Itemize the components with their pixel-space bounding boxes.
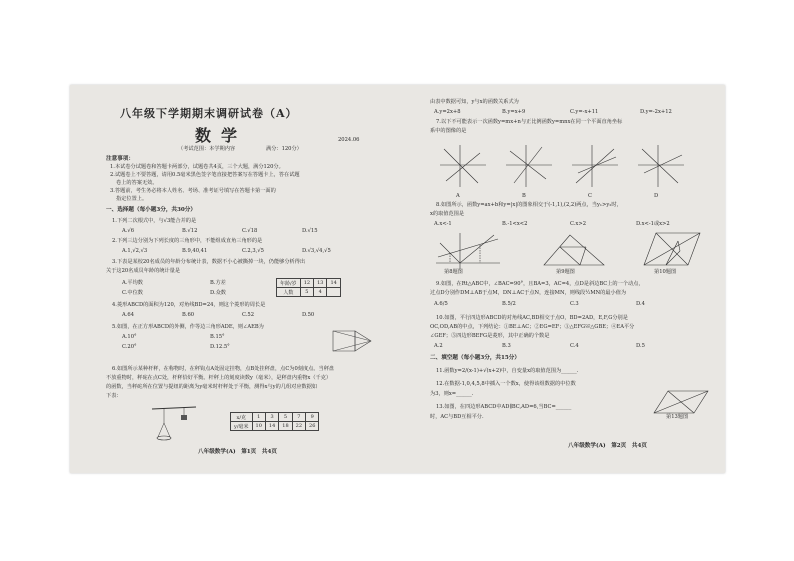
question-6-line-5: 由表中数据可知，y与x的函数关系式为 xyxy=(430,99,519,105)
section-2-heading: 二、填空题（每小题3分，共15分） xyxy=(430,355,520,361)
q4-option-b: B.60 xyxy=(182,312,195,318)
question-9-line-2: 过点D分别作DM⊥AB于点M，DN⊥AC于点N，连接MN，则线段½MN的最小值为 xyxy=(430,290,627,296)
question-12-line-2: 为3，则x=______. xyxy=(430,391,474,397)
fig-10-label: 第10题图 xyxy=(654,269,677,275)
q9-option-a: A.6/5 xyxy=(434,301,448,307)
q7-graph-options xyxy=(438,143,688,193)
exam-date: 2024.06 xyxy=(338,137,360,143)
q10-option-d: D.5 xyxy=(636,343,645,349)
exam-title: 八年级下学期期末调研试卷（A） xyxy=(120,107,298,120)
question-6-line-3: 的函数，当秤砣所在位置与提纽的距离为y毫米时杆秤处于平衡，测得x与y的几组对应数据如 xyxy=(106,384,318,390)
question-11: 11.函数y=2/(x-1)+√(x+2)中，自变量x的取值范围为______. xyxy=(436,368,579,374)
question-10-line-1: 10.如图，平行四边形ABCD的对角线AC,BD相交于点O，BD=2AD，E,F,G分别是 xyxy=(436,315,628,321)
note-line: 指定位置上。 xyxy=(116,196,148,202)
page-1-footer: 八年级数学(A) 第1页 共4页 xyxy=(198,449,277,455)
table-cell xyxy=(327,288,340,297)
q9-triangle-figure xyxy=(540,231,610,271)
q7-option-c: C xyxy=(588,193,592,199)
table-cell: 人数 xyxy=(277,288,301,297)
q6-option-b: B.y=x+9 xyxy=(502,109,526,115)
question-4: 4.菱形ABCD的面积为120，对角线BD=24，则这个菱形的周长是 xyxy=(112,302,266,308)
q10-option-a: A.2 xyxy=(434,343,443,349)
q8-option-c: C.x>2 xyxy=(570,221,587,227)
q7-option-a: A xyxy=(456,193,460,199)
question-12-line-1: 12.在数据-1,0,4,5,8中插入一个数x，使得该组数据的中位数 xyxy=(436,381,576,387)
q4-option-d: D.50 xyxy=(302,312,315,318)
table-cell: 7 xyxy=(292,413,305,422)
table-cell: 14 xyxy=(327,279,340,288)
table-cell: 1 xyxy=(252,413,265,422)
question-10-line-2: OC,OD,AB的中点，下列结论：①BE⊥AC；②EG=EF；③△EFG≌△GBE；④EA平分 xyxy=(430,324,635,330)
q10-parallelogram-figure xyxy=(640,229,710,271)
full-score: 满分：120分） xyxy=(266,146,302,152)
q3-option-d: D.众数 xyxy=(210,290,226,296)
question-3-line-2: 关于这20名成员年龄的统计量是 xyxy=(106,268,181,274)
q5-option-a: A.10° xyxy=(122,334,137,340)
q5-option-b: B.15° xyxy=(210,334,225,340)
question-7-line-1: 7.以下不可能表示一次函数y=mx+n与正比例函数y=mnx在同一个平面直角坐标 xyxy=(436,119,623,125)
q4-option-a: A.64 xyxy=(122,312,134,318)
q6-option-c: C.y=-x+11 xyxy=(570,109,599,115)
q1-option-b: B.√12 xyxy=(182,228,198,234)
note-line: 卷上的答案无效。 xyxy=(116,180,158,186)
exam-scope: （考试范围：本学期内容 xyxy=(178,146,236,152)
question-6-line-4: 下表： xyxy=(106,393,122,399)
table-cell: 3 xyxy=(265,413,278,422)
q9-option-c: C.3 xyxy=(570,301,579,307)
note-line: 2.试题卷上不要答题，请用0.5毫米黑色签字笔直接把答案写在答题卡上，答在试题 xyxy=(110,172,300,178)
q5-option-d: D.12.5° xyxy=(210,344,230,350)
q6-option-d: D.y=-2x+12 xyxy=(640,109,672,115)
q9-option-d: D.4 xyxy=(636,301,645,307)
q1-option-c: C.√18 xyxy=(242,228,258,234)
table-cell: 10 xyxy=(252,422,265,431)
q5-square-figure xyxy=(325,327,375,357)
q8-option-a: A.x<-1 xyxy=(434,221,452,227)
note-line: 1.本试卷分试题卷和答题卡两部分，试题卷共4页，三个大题，满分120分。 xyxy=(110,164,284,170)
table-cell: 5 xyxy=(300,288,313,297)
exam-page-2 xyxy=(400,85,725,473)
q4-option-c: C.52 xyxy=(242,312,255,318)
question-2: 2.下列三边分别为下列长度的三角形中，不能组成直角三角形的是 xyxy=(112,238,263,244)
table-cell: 22 xyxy=(292,422,305,431)
note-line: 3.答题前，考生务必将本人姓名、考场、准考证号填写在答题卡第一面的 xyxy=(110,188,276,194)
question-13-line-1: 13.如图，在四边形ABCD中AD∥BC,AD=6,当BC=______ xyxy=(436,404,572,410)
table-cell: 9 xyxy=(306,413,319,422)
q10-option-b: B.3 xyxy=(502,343,511,349)
q6-option-a: A.y=2x+8 xyxy=(434,109,461,115)
question-6-line-1: 6.如图所示某种杆秤，在称物时，在秤钩点A处固定挂物，点B处挂秤盘，点C为0刻度点。当秤盘 xyxy=(112,366,335,372)
q8-function-graph xyxy=(434,231,504,271)
table-cell: y/毫米 xyxy=(231,422,253,431)
notes-heading: 注意事项： xyxy=(106,156,134,162)
q1-option-d: D.√15 xyxy=(302,228,318,234)
q7-option-d: D xyxy=(654,193,659,199)
table-cell: 5 xyxy=(279,413,292,422)
q9-option-b: B.5/2 xyxy=(502,301,516,307)
q7-option-b: B xyxy=(522,193,526,199)
table-cell: 13 xyxy=(314,279,327,288)
question-5: 5.如图，在正方形ABCD的外侧，作等边三角形ADE，则∠AEB为 xyxy=(112,324,264,330)
q10-option-c: C.4 xyxy=(570,343,579,349)
exam-paper-photo xyxy=(70,85,725,473)
steelyard-figure xyxy=(150,401,200,445)
table-cell: 4 xyxy=(314,288,327,297)
question-8-line-1: 8.如图所示，函数y=ax+b和y=|x|的图象相交于(-1,1),(2,2)两点，当y₁>y₂时， xyxy=(436,202,622,208)
table-cell: 18 xyxy=(279,422,292,431)
q2-option-b: B.9,40,41 xyxy=(182,248,208,254)
table-cell: x/克 xyxy=(231,413,253,422)
fig-8-label: 第8题图 xyxy=(444,269,463,275)
question-1: 1.下列二次根式中，与√3能合并的是 xyxy=(112,218,197,224)
q2-option-a: A.1,√2,√3 xyxy=(122,248,148,254)
q1-option-a: A.√6 xyxy=(122,228,135,234)
fig-9-label: 第9题图 xyxy=(556,269,575,275)
q3-age-table xyxy=(276,278,341,297)
q3-option-a: A.平均数 xyxy=(122,280,143,286)
question-9-line-1: 9.如图，在Rt△ABC中，∠BAC=90°，且BA=3，AC=4，点D是斜边BC上的一个动点， xyxy=(436,281,644,287)
exam-page-1 xyxy=(70,85,395,473)
section-1-heading: 一、选择题（每小题3分，共30分） xyxy=(106,207,196,213)
page-2-footer: 八年级数学(A) 第2页 共4页 xyxy=(568,443,647,449)
q2-option-d: D.√3,√4,√5 xyxy=(302,248,331,254)
question-13-line-2: 时，AC与BD互相平分. xyxy=(430,414,484,420)
q5-option-c: C.20° xyxy=(122,344,137,350)
question-10-line-3: ∠GEF；⑤四边形BEFG是菱形，其中正确的个数是 xyxy=(430,333,550,339)
q3-option-b: B.方差 xyxy=(210,280,226,286)
q8-option-d: D.x<-1或x>2 xyxy=(636,221,670,227)
table-cell: 14 xyxy=(265,422,278,431)
subject-title: 数学 xyxy=(195,126,248,145)
q2-option-c: C.2,3,√5 xyxy=(242,248,264,254)
q6-data-table xyxy=(230,412,319,431)
question-3-line-1: 3.下表是某校20名成员的年龄分布统计表，数据不小心被撕掉一块，仍能够分析得出 xyxy=(112,259,306,265)
question-6-line-2: 不放重物时，秤砣在点C处，杆秤恰好平衡。杆秤上的刻度读数y（毫米），是秤盘内重物x（千克） xyxy=(106,375,332,381)
table-cell: 26 xyxy=(306,422,319,431)
question-8-line-2: x的取值范围是 xyxy=(430,211,465,217)
q3-option-c: C.中位数 xyxy=(122,290,143,296)
q8-option-b: B.-1<x<2 xyxy=(502,221,528,227)
question-7-line-2: 系中的图像的是 xyxy=(430,128,467,134)
fig-13-label: 第13题图 xyxy=(666,414,689,420)
table-cell: 12 xyxy=(300,279,313,288)
table-cell: 年龄/岁 xyxy=(277,279,301,288)
